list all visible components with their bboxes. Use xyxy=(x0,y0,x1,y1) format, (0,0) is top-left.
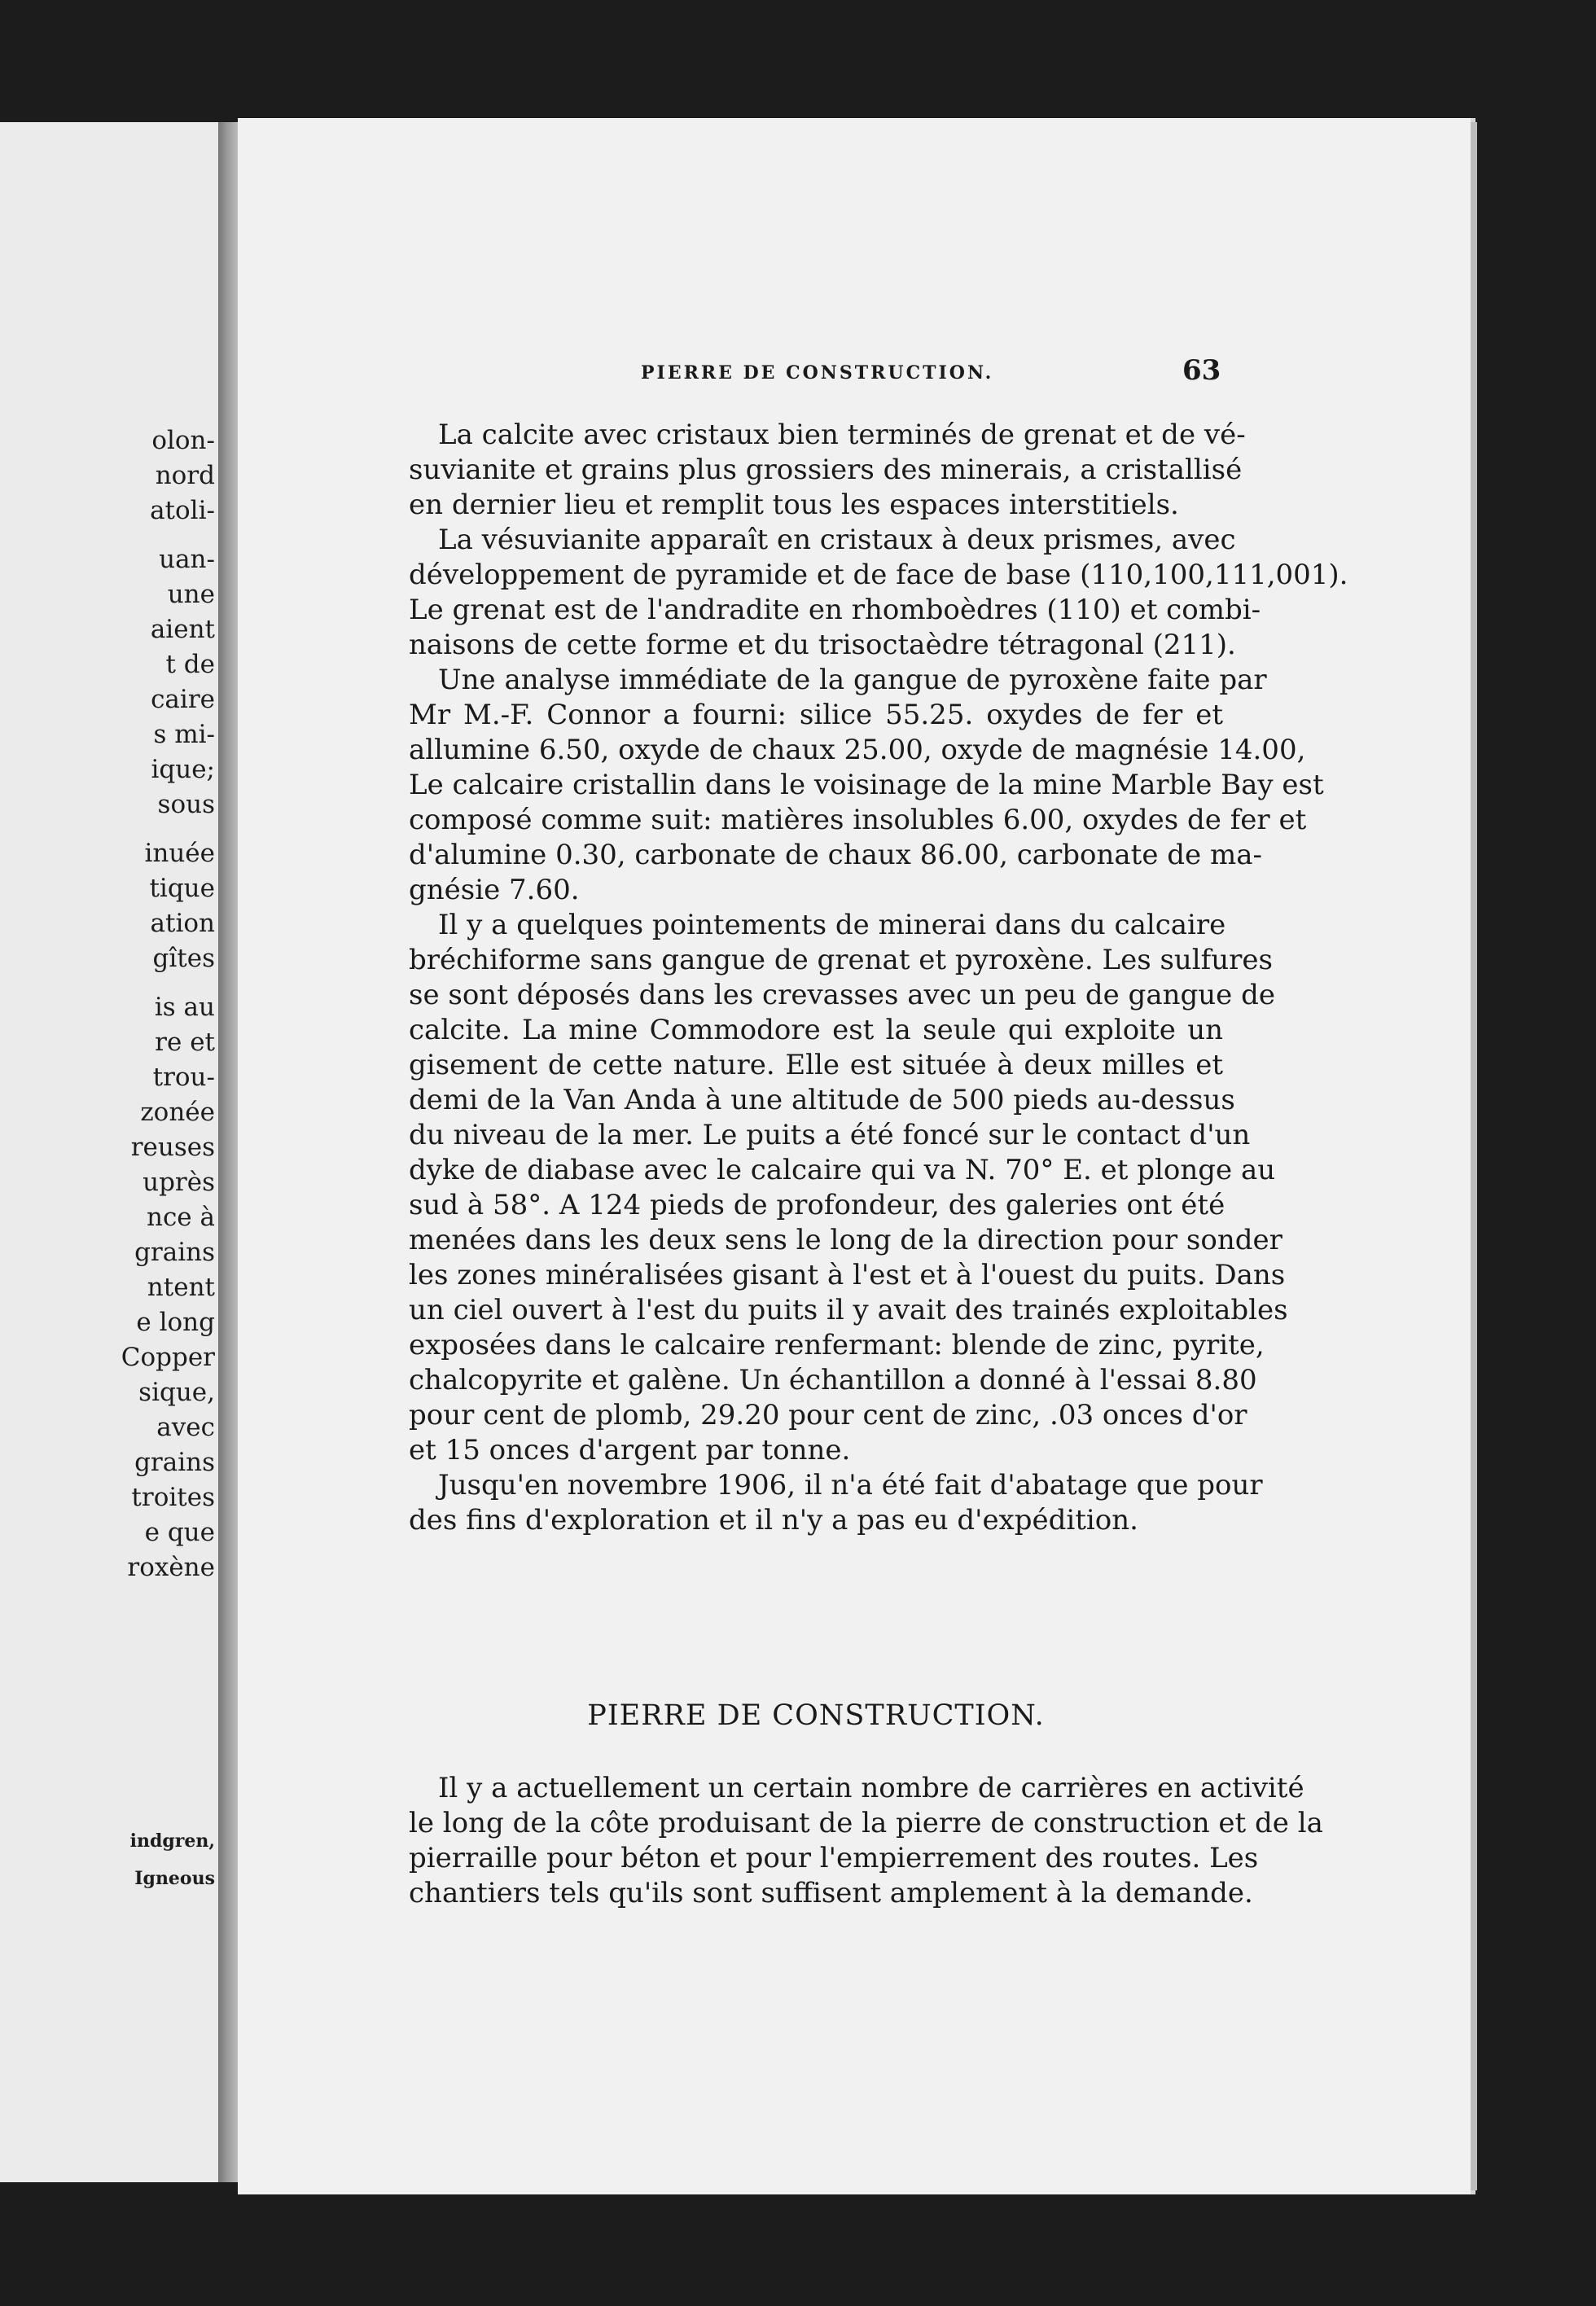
text-line: Il y a actuellement un certain nombre de carrières en activité xyxy=(438,1772,1304,1804)
previous-page-line: inuée xyxy=(144,839,215,868)
text-line: des fins d'exploration et il n'y a pas eu d'expédition. xyxy=(409,1504,1138,1537)
previous-page-line: atoli- xyxy=(150,496,215,525)
previous-page-line: re et xyxy=(155,1028,215,1057)
text-line: pour cent de plomb, 29.20 pour cent de zinc, .03 onces d'or xyxy=(409,1399,1247,1431)
text-line: chantiers tels qu'ils sont suffisent amplement à la demande. xyxy=(409,1877,1253,1909)
paragraph xyxy=(409,663,1324,908)
previous-page-line: grains xyxy=(134,1448,215,1477)
previous-page-line: reuses xyxy=(130,1133,215,1162)
text-line: en dernier lieu et remplit tous les espaces interstitiels. xyxy=(409,489,1179,521)
previous-page-line: tique xyxy=(149,874,215,903)
text-line: Mr M.-F. Connor a fourni: silice 55.25. oxydes de fer et xyxy=(409,699,1223,731)
page-edge xyxy=(1471,122,1477,2190)
previous-page-footnotes xyxy=(3,1822,215,1897)
previous-page-line: trou- xyxy=(152,1063,215,1092)
previous-page-line: s mi- xyxy=(153,720,215,749)
previous-page-line: nord xyxy=(155,461,215,490)
text-line: exposées dans le calcaire renfermant: blende de zinc, pyrite, xyxy=(409,1329,1265,1361)
previous-page-footnote: indgren, xyxy=(129,1830,215,1852)
previous-page-text xyxy=(3,423,215,1585)
previous-page-line: uprès xyxy=(142,1168,215,1197)
text-line: La vésuvianite apparaît en cristaux à deux prismes, avec xyxy=(438,524,1236,556)
text-line: gisement de cette nature. Elle est située à deux milles et xyxy=(409,1049,1223,1081)
previous-page-line: caire xyxy=(151,685,215,714)
text-line: calcite. La mine Commodore est la seule qui exploite un xyxy=(409,1014,1223,1046)
text-line: d'alumine 0.30, carbonate de chaux 86.00, carbonate de ma- xyxy=(409,839,1262,871)
text-line: Une analyse immédiate de la gangue de pyroxène faite par xyxy=(438,664,1267,696)
text-line: Jusqu'en novembre 1906, il n'a été fait d'abatage que pour xyxy=(438,1469,1263,1502)
text-line: bréchiforme sans gangue de grenat et pyroxène. Les sulfures xyxy=(409,944,1273,976)
previous-page-line: Copper xyxy=(121,1343,215,1372)
text-line: pierraille pour béton et pour l'empierrement des routes. Les xyxy=(409,1842,1259,1874)
text-line: les zones minéralisées gisant à l'est et à l'ouest du puits. Dans xyxy=(409,1259,1286,1291)
text-line: gnésie 7.60. xyxy=(409,874,580,906)
previous-page-fragment xyxy=(0,122,221,2182)
previous-page-line: une xyxy=(167,580,215,609)
previous-page-line: e que xyxy=(144,1518,215,1547)
previous-page-line: uan- xyxy=(159,545,215,574)
section-heading: PIERRE DE CONSTRUCTION. xyxy=(587,1699,1045,1732)
text-line: développement de pyramide et de face de base (110,100,111,001). xyxy=(409,559,1348,591)
previous-page-line: ntent xyxy=(147,1273,215,1302)
body-text xyxy=(409,418,1348,1538)
paragraph xyxy=(409,908,1288,1468)
running-head: PIERRE DE CONSTRUCTION. xyxy=(641,362,994,384)
previous-page-line: ation xyxy=(150,909,215,938)
text-line: naisons de cette forme et du trisoctaèdre tétragonal (211). xyxy=(409,629,1236,661)
previous-page-line: e long xyxy=(136,1308,215,1337)
text-line: se sont déposés dans les crevasses avec un peu de gangue de xyxy=(409,979,1275,1011)
previous-page-line: is au xyxy=(154,993,215,1022)
previous-page-line: grains xyxy=(134,1238,215,1267)
previous-page-line: gîtes xyxy=(152,944,215,973)
text-line: le long de la côte produisant de la pierre de construction et de la xyxy=(409,1807,1323,1839)
text-line: et 15 onces d'argent par tonne. xyxy=(409,1434,851,1466)
text-line: Le calcaire cristallin dans le voisinage de la mine Marble Bay est xyxy=(409,769,1324,801)
text-line: un ciel ouvert à l'est du puits il y avait des trainés exploitables xyxy=(409,1294,1288,1326)
text-line: sud à 58°. A 124 pieds de profondeur, des galeries ont été xyxy=(409,1189,1226,1221)
previous-page-line: aient xyxy=(150,615,215,644)
page xyxy=(238,118,1471,2194)
previous-page-line: zonée xyxy=(140,1098,215,1127)
paragraph xyxy=(409,418,1246,523)
paragraph xyxy=(409,1468,1263,1538)
text-line: dyke de diabase avec le calcaire qui va N. 70° E. et plonge au xyxy=(409,1154,1276,1186)
previous-page-line: ique; xyxy=(151,755,215,784)
text-line: demi de la Van Anda à une altitude de 500 pieds au-dessus xyxy=(409,1084,1235,1116)
previous-page-footnote: Igneous xyxy=(134,1868,215,1889)
paragraph xyxy=(409,523,1348,663)
previous-page-line: avec xyxy=(156,1413,215,1442)
previous-page-line: t de xyxy=(165,650,215,679)
text-line: composé comme suit: matières insolubles 6.00, oxydes de fer et xyxy=(409,804,1307,836)
text-line: allumine 6.50, oxyde de chaux 25.00, oxyde de magnésie 14.00, xyxy=(409,734,1306,766)
text-line: Il y a quelques pointements de minerai dans du calcaire xyxy=(438,909,1226,941)
text-line: suvianite et grains plus grossiers des minerais, a cristallisé xyxy=(409,454,1243,486)
page-number: 63 xyxy=(1182,354,1221,387)
text-line: La calcite avec cristaux bien terminés de grenat et de vé- xyxy=(438,419,1246,451)
previous-page-line: olon- xyxy=(151,426,215,455)
text-line: menées dans les deux sens le long de la direction pour sonder xyxy=(409,1224,1282,1256)
previous-page-line: troites xyxy=(131,1483,215,1512)
previous-page-line: nce à xyxy=(146,1203,215,1232)
previous-page-line: sique, xyxy=(138,1378,215,1407)
previous-page-line: sous xyxy=(157,790,215,819)
text-line: du niveau de la mer. Le puits a été foncé sur le contact d'un xyxy=(409,1119,1251,1151)
previous-page-line: roxène xyxy=(127,1553,215,1582)
text-line: chalcopyrite et galène. Un échantillon a donné à l'essai 8.80 xyxy=(409,1364,1257,1396)
section-paragraph xyxy=(409,1771,1323,1911)
text-line: Le grenat est de l'andradite en rhomboèdres (110) et combi- xyxy=(409,594,1261,626)
